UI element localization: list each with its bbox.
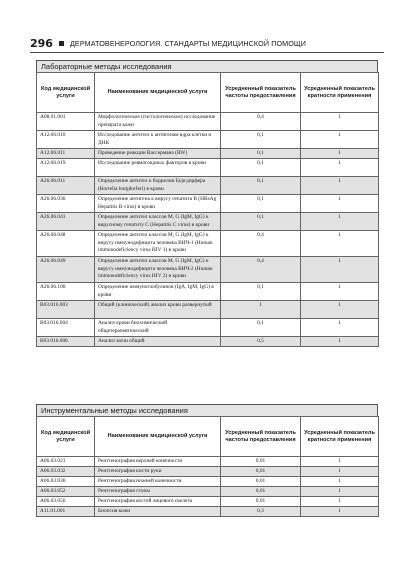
service-name: Морфологическое (гистологическое) исследование препарата кожи xyxy=(95,113,221,131)
multiplicity-value: 1 xyxy=(301,195,379,213)
frequency-value: 0,5 xyxy=(221,337,301,347)
service-name: Рентгенография стопы xyxy=(95,487,221,497)
col-header-multiplicity: Усредненный показатель кратности применения xyxy=(301,417,379,457)
service-name: Биопсия кожи xyxy=(95,507,221,517)
multiplicity-value: 1 xyxy=(301,301,379,319)
table-row xyxy=(37,507,379,517)
table-row xyxy=(37,257,379,283)
table-row xyxy=(37,231,379,257)
multiplicity-value: 1 xyxy=(301,487,379,497)
col-header-code: Код медицинской услуги xyxy=(37,417,95,457)
col-header-name: Наименование медицинской услуги xyxy=(95,417,221,457)
table-row xyxy=(37,131,379,149)
frequency-value: 0,01 xyxy=(221,457,301,467)
service-code: A11.01.001 xyxy=(37,507,95,517)
service-code: B03.016.006 xyxy=(37,337,95,347)
service-name: Исследование антител к антигенам ядра клетки и ДНК xyxy=(95,131,221,149)
service-name: Анализ крови биохимический общетерапевтический xyxy=(95,319,221,337)
multiplicity-value: 1 xyxy=(301,131,379,149)
table-row xyxy=(37,177,379,195)
service-name: Определение антигена к вирусу гепатита B (HBsAg Hepatitis B virus) в крови xyxy=(95,195,221,213)
lab-table-header xyxy=(37,73,379,113)
page-number: 296 xyxy=(30,36,53,50)
table-row xyxy=(37,195,379,213)
running-header xyxy=(30,34,384,53)
frequency-value: 0,4 xyxy=(221,257,301,283)
multiplicity-value: 1 xyxy=(301,319,379,337)
service-name: Рентгенография костей лицевого скелета xyxy=(95,497,221,507)
frequency-value: 0,1 xyxy=(221,149,301,159)
service-code: A12.06.019 xyxy=(37,159,95,177)
table-row xyxy=(37,113,379,131)
service-name: Общий (клинический) анализ крови развернутый xyxy=(95,301,221,319)
service-name: Определение антител классов M, G (IgM, IgG) к вирусу иммунодефицита человека ВИЧ-2 (Human immunodeficiency virus HIV 2) в крови xyxy=(95,257,221,283)
frequency-value: 0,4 xyxy=(221,231,301,257)
service-code: A26.06.036 xyxy=(37,195,95,213)
col-header-name: Наименование медицинской услуги xyxy=(95,73,221,113)
frequency-value: 0,01 xyxy=(221,487,301,497)
table-row xyxy=(37,467,379,477)
table-row xyxy=(37,457,379,467)
service-code: A26.06.041 xyxy=(37,213,95,231)
frequency-value: 0,1 xyxy=(221,177,301,195)
frequency-value: 0,4 xyxy=(221,113,301,131)
frequency-value: 0,1 xyxy=(221,195,301,213)
multiplicity-value: 1 xyxy=(301,213,379,231)
service-code: A26.06.049 xyxy=(37,257,95,283)
frequency-value: 0,1 xyxy=(221,131,301,149)
frequency-value: 0,01 xyxy=(221,477,301,487)
frequency-value: 1 xyxy=(221,301,301,319)
instr-table-body xyxy=(37,457,379,517)
col-header-frequency: Усредненный показатель частоты предоставления xyxy=(221,417,301,457)
service-code: A06.03.052 xyxy=(37,487,95,497)
table-row xyxy=(37,149,379,159)
service-name: Определение антител классов M, G (IgM, IgG) к вирусу иммунодефицита человека ВИЧ-1 (Human immunodeficiency virus HIV 1) в крови xyxy=(95,231,221,257)
frequency-value: 0,1 xyxy=(221,319,301,337)
multiplicity-value: 1 xyxy=(301,149,379,159)
frequency-value: 0,3 xyxy=(221,507,301,517)
service-code: A12.06.011 xyxy=(37,149,95,159)
service-code: A08.01.001 xyxy=(37,113,95,131)
service-code: B03.016.003 xyxy=(37,301,95,319)
lab-table-body xyxy=(37,113,379,347)
multiplicity-value: 1 xyxy=(301,177,379,195)
service-name: Рентгенография нижней конечности xyxy=(95,477,221,487)
multiplicity-value: 1 xyxy=(301,231,379,257)
service-code: A06.03.032 xyxy=(37,467,95,477)
multiplicity-value: 1 xyxy=(301,467,379,477)
service-name: Проведение реакции Вассермана (RW) xyxy=(95,149,221,159)
instr-section-title: Инструментальные методы исследования xyxy=(36,404,378,416)
table-row xyxy=(37,283,379,301)
table-row xyxy=(37,337,379,347)
multiplicity-value: 1 xyxy=(301,159,379,177)
service-code: B03.016.004 xyxy=(37,319,95,337)
col-header-multiplicity: Усредненный показатель кратности применения xyxy=(301,73,379,113)
service-name: Рентгенография кисти руки xyxy=(95,467,221,477)
frequency-value: 0,1 xyxy=(221,159,301,177)
lab-section-title: Лабораторные методы исследования xyxy=(36,60,378,72)
multiplicity-value: 1 xyxy=(301,337,379,347)
multiplicity-value: 1 xyxy=(301,283,379,301)
service-name: Анализ мочи общий xyxy=(95,337,221,347)
service-name: Определение антител классов M, G (IgM, IgG) к вирусному гепатиту C (Hepatitis C virus) в крови xyxy=(95,213,221,231)
service-code: A26.06.011 xyxy=(37,177,95,195)
instr-table xyxy=(36,416,379,517)
col-header-frequency: Усредненный показатель частоты предоставления xyxy=(221,73,301,113)
table-row xyxy=(37,301,379,319)
col-header-code: Код медицинской услуги xyxy=(37,73,95,113)
lab-table xyxy=(36,72,379,347)
service-code: A26.06.100 xyxy=(37,283,95,301)
instr-table-header xyxy=(37,417,379,457)
service-code: A06.03.021 xyxy=(37,457,95,467)
square-bullet-icon xyxy=(59,41,64,46)
table-row xyxy=(37,213,379,231)
service-code: A06.03.056 xyxy=(37,497,95,507)
frequency-value: 0,1 xyxy=(221,213,301,231)
service-name: Определение иммуноглобулинов (IgA, IgM, IgG) в крови xyxy=(95,283,221,301)
service-name: Определение антител к боррелии Бургдорфера (Borrelia burgdorferi) в крови xyxy=(95,177,221,195)
table-row xyxy=(37,159,379,177)
multiplicity-value: 1 xyxy=(301,507,379,517)
frequency-value: 0,01 xyxy=(221,497,301,507)
frequency-value: 0,01 xyxy=(221,467,301,477)
running-title: ДЕРМАТОВЕНЕРОЛОГИЯ. СТАНДАРТЫ МЕДИЦИНСКОЙ ПОМОЩИ xyxy=(69,38,307,48)
table-row xyxy=(37,477,379,487)
service-name: Рентгенография верхней конечности xyxy=(95,457,221,467)
multiplicity-value: 1 xyxy=(301,457,379,467)
table-row xyxy=(37,487,379,497)
multiplicity-value: 1 xyxy=(301,257,379,283)
multiplicity-value: 1 xyxy=(301,497,379,507)
table-row xyxy=(37,319,379,337)
service-code: A26.06.048 xyxy=(37,231,95,257)
multiplicity-value: 1 xyxy=(301,113,379,131)
table-row xyxy=(37,497,379,507)
service-name: Исследование ревматоидных факторов в крови xyxy=(95,159,221,177)
frequency-value: 0,1 xyxy=(221,283,301,301)
multiplicity-value: 1 xyxy=(301,477,379,487)
service-code: A12.06.010 xyxy=(37,131,95,149)
service-code: A06.03.036 xyxy=(37,477,95,487)
